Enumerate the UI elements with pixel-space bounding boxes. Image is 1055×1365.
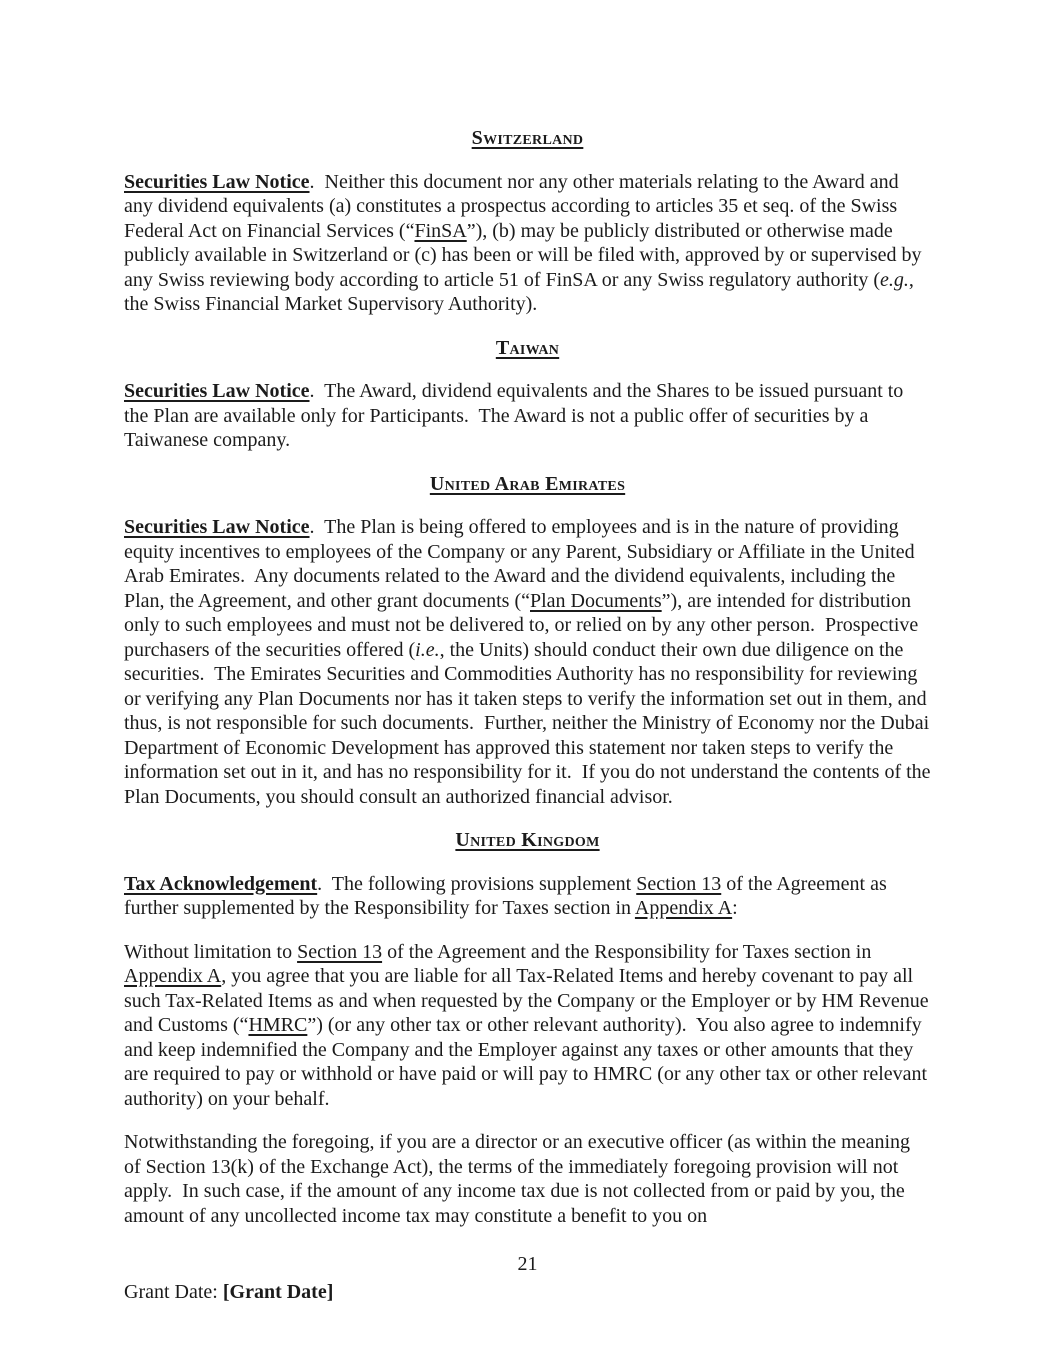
footer-grant-date [124,1280,333,1305]
text-run: e.g. [880,268,909,291]
text-run: Section 13 [636,872,722,895]
text-run: ”), are intended for distribution only to such employees and must not be delivered to, or relied on by any other person. Prospective purchasers of the securities offered ( [124,589,924,661]
section-heading-united-arab-emirates [124,472,931,497]
text-run: of the Agreement and the Responsibility for Taxes section in [382,940,876,963]
section-heading-switzerland [124,126,931,151]
text-run: Notwithstanding the foregoing, if you are a director or an executive officer (as within the meaning of Section 13(k) of the Exchange Act), the terms of the immediately foregoing provision will not apply. In such case, if the amount of any income tax due is not collected from or paid by you, the amount of any uncollected income tax may constitute a benefit to you on [124,1131,916,1227]
text-run: : [732,897,738,919]
text-run: . Neither this document nor any other materials relating to the Award and any dividend equivalents (a) constitutes a prospectus according to articles 35 et seq. of the Swiss Federal Act on Financial Services (“ [124,170,904,242]
text-run: i.e. [415,638,440,661]
paragraph-uk-tax-acknowledgement [124,872,931,921]
text-run: , you agree that you are liable for all Tax-Related Items and hereby covenant to pay all such Tax-Related Items as and when requested by the Company or the Employer or by HM Revenue and Customs (“ [124,965,934,1036]
text-run: Securities Law Notice [124,170,310,193]
text-run: of the Agreement as further supplemented by the Responsibility for Taxes section in [124,872,892,919]
grant-date-label: Grant Date: [124,1281,223,1303]
text-run: FinSA [414,219,467,242]
text-run: Securities Law Notice [124,516,310,538]
text-run: , the Swiss Financial Market Supervisory Authority). [124,268,919,315]
text-run: Securities Law Notice [124,380,310,402]
text-run: United Arab Emirates [429,472,626,495]
grant-date-value: [Grant Date] [222,1281,334,1303]
text-run: HMRC [248,1014,308,1036]
text-run: Switzerland [471,127,584,149]
page-number: 21 [517,1253,538,1275]
text-run: ”), (b) may be publicly distributed or otherwise made publicly available in Switzerland or (c) has been or will be filed with, approved by or supervised by any Swiss reviewing body according to article 51 of FinSA or any Swiss regulatory authority ( [124,219,927,291]
text-run: Section 13 [297,940,383,963]
text-run: , the Units) should conduct their own due diligence on the securities. The Emirates Securities and Commodities Authority has no responsibility for reviewing or verifying any Plan Documents nor has it taken steps to verify the information set out in them, and thus, is not responsible for such documents. Further, neither the Ministry of Economy nor the Dubai Department of Economic Development has approved this statement nor taken steps to verify the information set out in it, and has no responsibility for it. If you do not understand the contents of the Plan Documents, you should consult an authorized financial advisor. [124,638,936,808]
text-run: Tax Acknowledgement [124,872,318,895]
text-run: Appendix A [124,965,222,987]
paragraph-uk-notwithstanding [124,1130,931,1228]
text-run: . The Plan is being offered to employees and is in the nature of providing equity incentives to employees of the Company or any Parent, Subsidiary or Affiliate in the United Arab Emirates. Any documents related to the Award and the dividend equivalents, including the Plan, the Agreement, and other grant documents (“ [124,516,919,612]
text-run: Appendix A [634,897,733,919]
paragraph-uk-without-limitation [124,940,934,1112]
text-run: Plan Documents [530,589,662,612]
text-run: . The Award, dividend equivalents and the Shares to be issued pursuant to the Plan are available only for Participants. The Award is not a public offer of securities by a Taiwanese company. [124,380,909,451]
text-run: . The following provisions supplement [317,872,637,895]
text-run: ”) (or any other tax or other relevant authority). You also agree to indemnify and keep indemnified the Company and the Employer against any taxes or other amounts that they are required to pay or withhold or have paid or will pay to HMRC (or any other tax or other relevant authority) on your behalf. [124,1014,933,1110]
text-run: United Kingdom [455,829,600,851]
text-run: Taiwan [495,336,560,359]
section-heading-taiwan [124,336,931,361]
paragraph-switzerland-securities-law-notice [124,170,931,317]
paragraph-uae-securities-law-notice [124,515,936,809]
paragraph-taiwan-securities-law-notice [124,379,931,453]
text-run: Without limitation to [124,940,298,963]
section-heading-united-kingdom [124,828,931,853]
